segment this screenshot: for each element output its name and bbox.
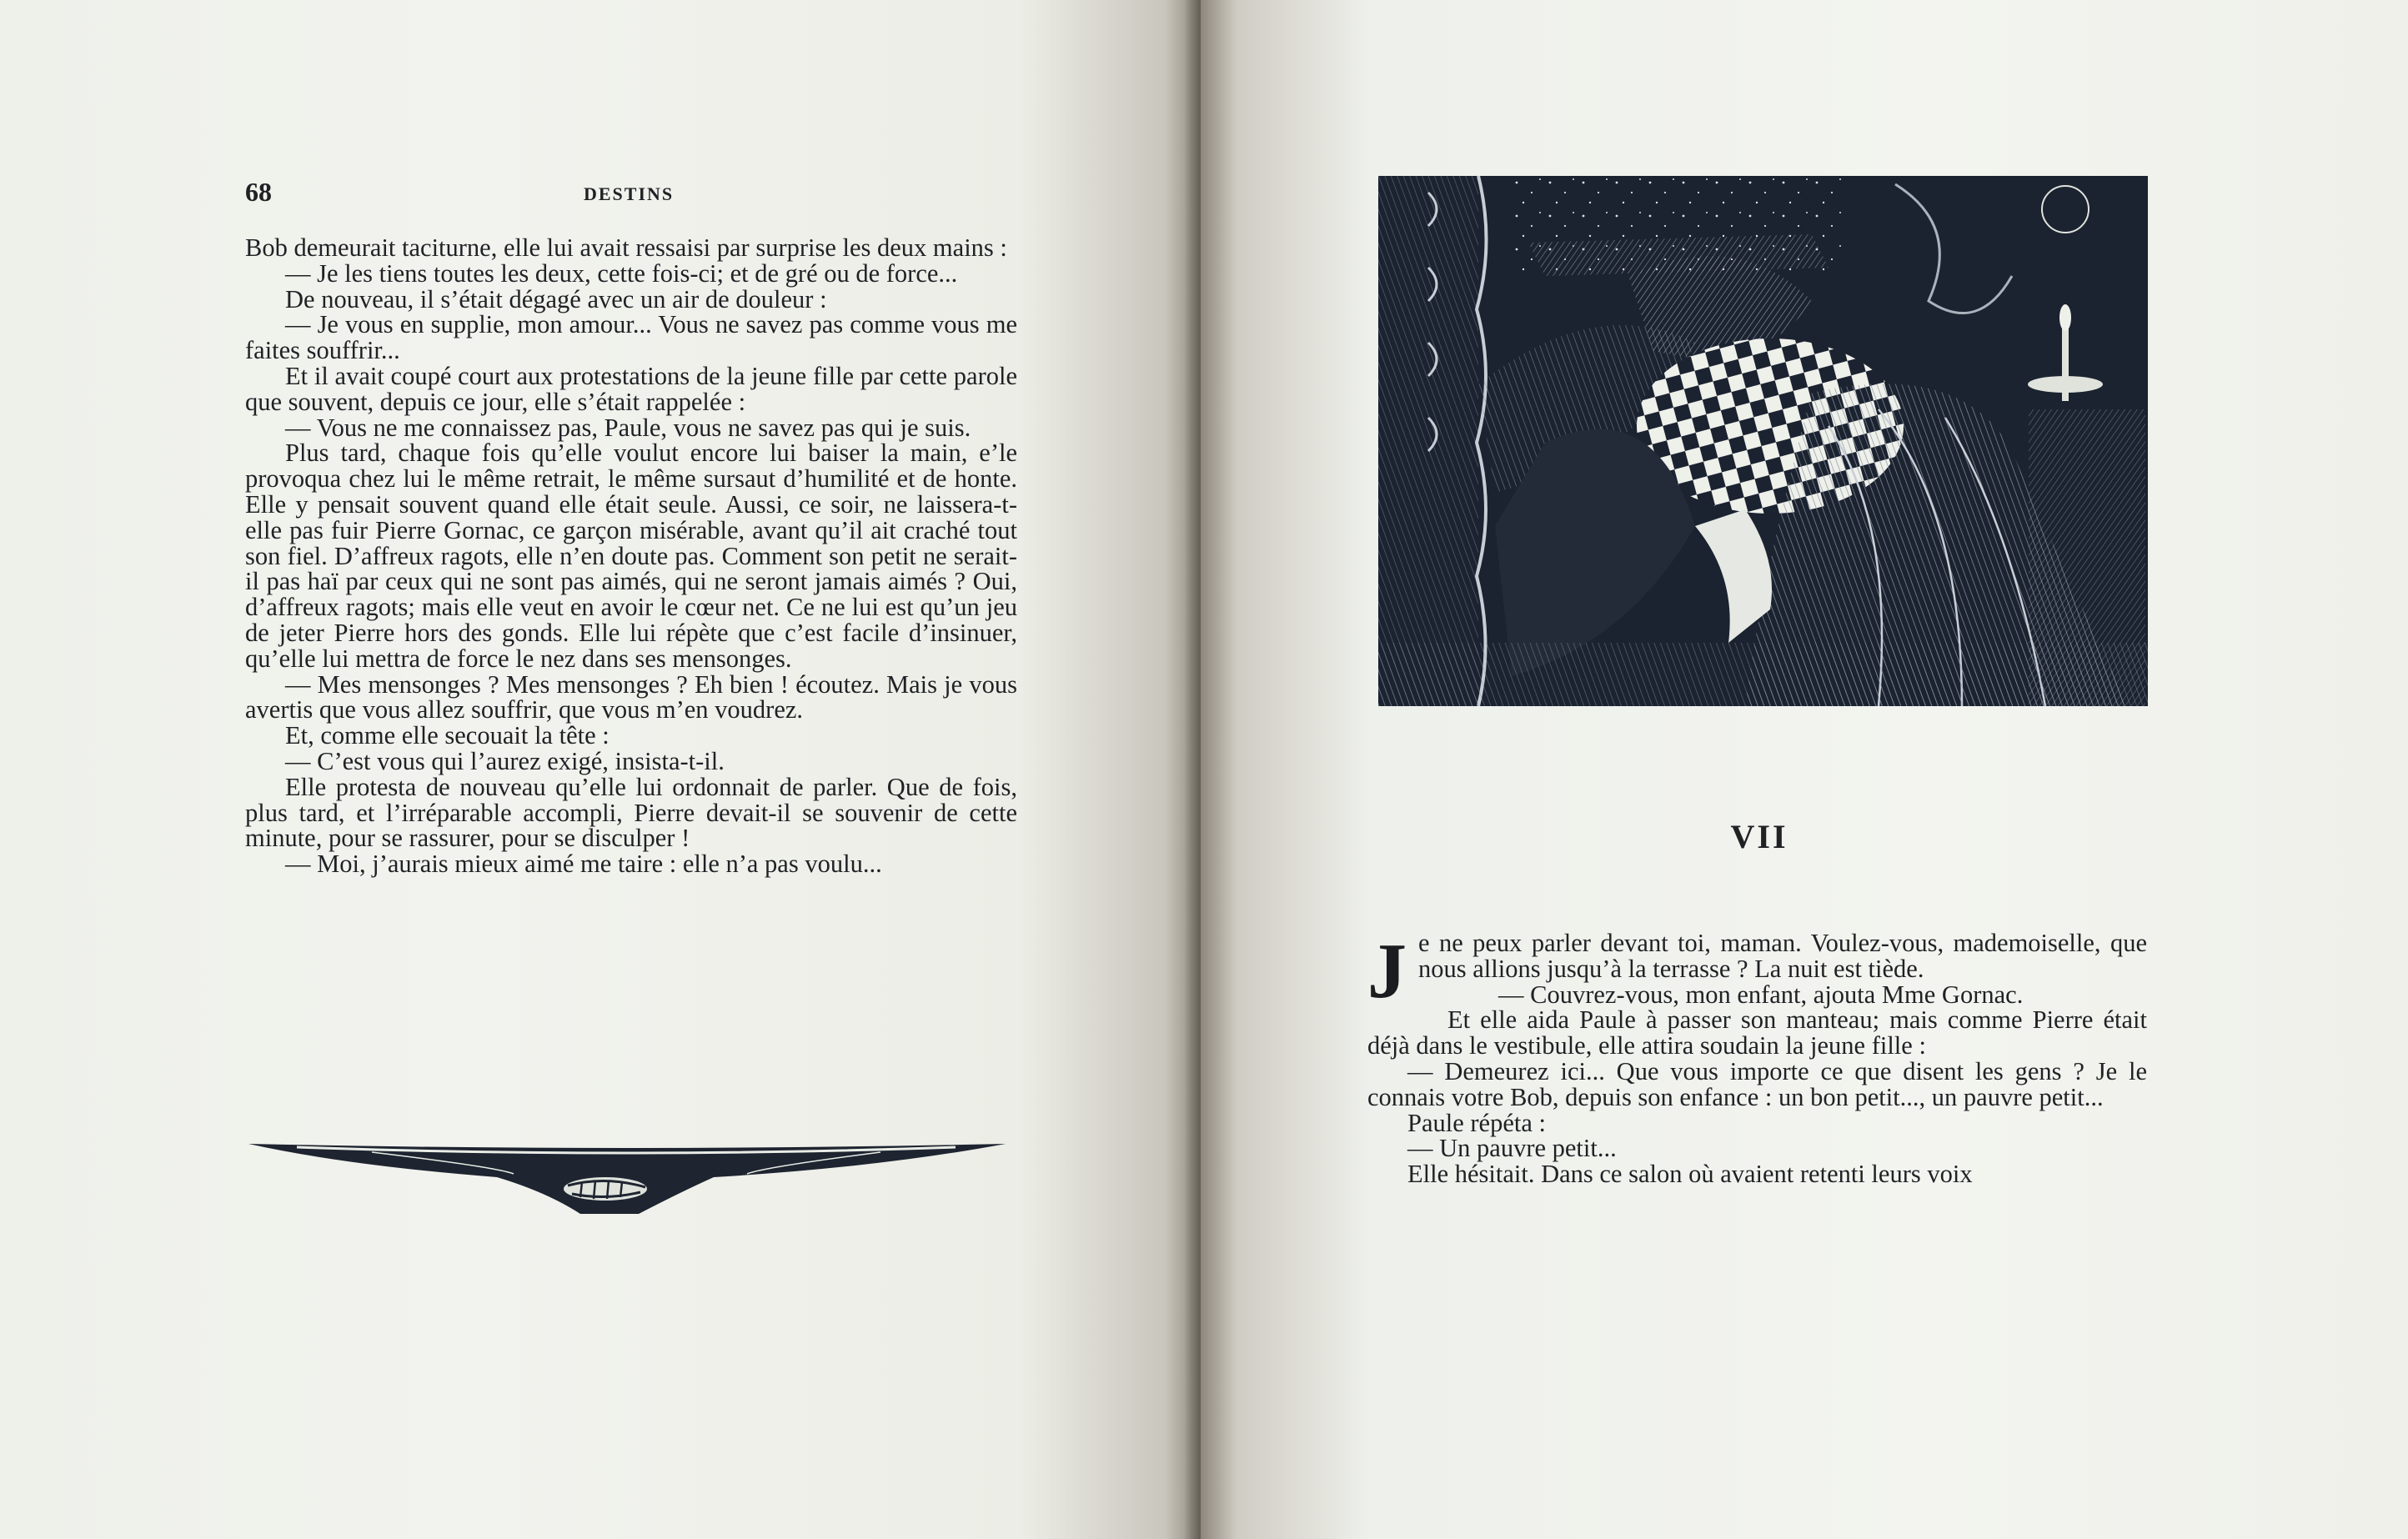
paragraph: Paule répéta : (1407, 1108, 1546, 1137)
paragraph: — Demeurez ici... Que vous importe ce que disent les gens ? Je le connais votre Bob, depuis son enfance : un bon petit..., un pauvre petit... (1367, 1056, 2147, 1111)
handshake-fleuron-illustration (247, 1134, 1007, 1234)
wood-engraving-illustration (1378, 176, 2148, 706)
paragraph: — Moi, j’aurais mieux aimé me taire : elle n’a pas voulu... (285, 850, 882, 879)
left-page (0, 0, 1201, 1539)
running-head: DESTINS (584, 183, 675, 204)
paragraph: Elle hésitait. Dans ce salon où avaient retenti leurs voix (1407, 1160, 1973, 1189)
paragraph: Plus tard, chaque fois qu’elle voulut encore lui baiser la main, e’le provoqua chez lui le même retrait, le même sursaut d’humilité et de honte. Elle y pensait souvent quand elle était seule. Aussi, ce soir, ne laissera-t-elle pas fuir Pierre Gornac, ce garçon misérable, avant qu’il ait craché tout son fiel. D’affreux ragots, elle n’en doute pas. Comment son petit ne serait-il pas haï par ceux qui ne sont pas aimés, qui ne seront jamais aimés ? Oui, d’affreux ragots; mais elle veut en avoir le cœur net. Ce ne lui est qu’un jeu de jeter Pierre hors des gonds. Elle lui répète que c’est facile d’insinuer, qu’elle lui mettra de force le nez dans ses mensonges. (245, 439, 1017, 673)
opening-paragraph: e ne peux parler devant toi, maman. Voulez-vous, mademoiselle, que nous allions jusqu’à la terrasse ? La nuit est tiède. (1418, 929, 2147, 983)
page-number: 68 (245, 177, 272, 207)
paragraph: Et, comme elle secouait la tête : (285, 721, 610, 750)
paragraph: — Je vous en supplie, mon amour... Vous ne savez pas comme vous me faites souffrir... (245, 310, 1017, 365)
paragraph: — Je les tiens toutes les deux, cette fois-ci; et de gré ou de force... (285, 258, 958, 288)
left-text-block (245, 235, 1017, 877)
paragraph: Et il avait coupé court aux protestations de la jeune fille par cette parole que souvent, depuis ce jour, elle s’était rappelée : (245, 361, 1017, 416)
paragraph: Elle protesta de nouveau qu’elle lui ordonnait de parler. Que de fois, plus tard, et l’irréparable accompli, Pierre devait-il se souvenir de cette minute, pour se rassurer, pour se disculper ! (245, 772, 1017, 853)
paragraph: — Couvrez-vous, mon enfant, ajouta Mme Gornac. (1498, 980, 2024, 1009)
right-paragraphs (1367, 982, 2147, 1187)
paragraph: Et elle aida Paule à passer son manteau; mais comme Pierre était déjà dans le vestibule, elle attira soudain la jeune fille : (1367, 1005, 2147, 1060)
paragraph: Bob demeurait taciturne, elle lui avait ressaisi par surprise les deux mains : (245, 233, 1007, 262)
right-text-block (1367, 930, 2147, 1187)
drop-cap: J (1367, 928, 1407, 1015)
paragraph: De nouveau, il s’était dégagé avec un air de douleur : (285, 284, 827, 313)
chapter-number: VII (1730, 818, 1788, 855)
paragraph: — Vous ne me connaissez pas, Paule, vous ne savez pas qui je suis. (285, 413, 971, 442)
paragraph: — C’est vous qui l’aurez exigé, insista-t-il. (285, 746, 725, 775)
paragraph: — Mes mensonges ? Mes mensonges ? Eh bien ! écoutez. Mais je vous avertis que vous allez souffrir, que vous m’en voudrez. (245, 669, 1017, 724)
paragraph: — Un pauvre petit... (1407, 1134, 1617, 1163)
